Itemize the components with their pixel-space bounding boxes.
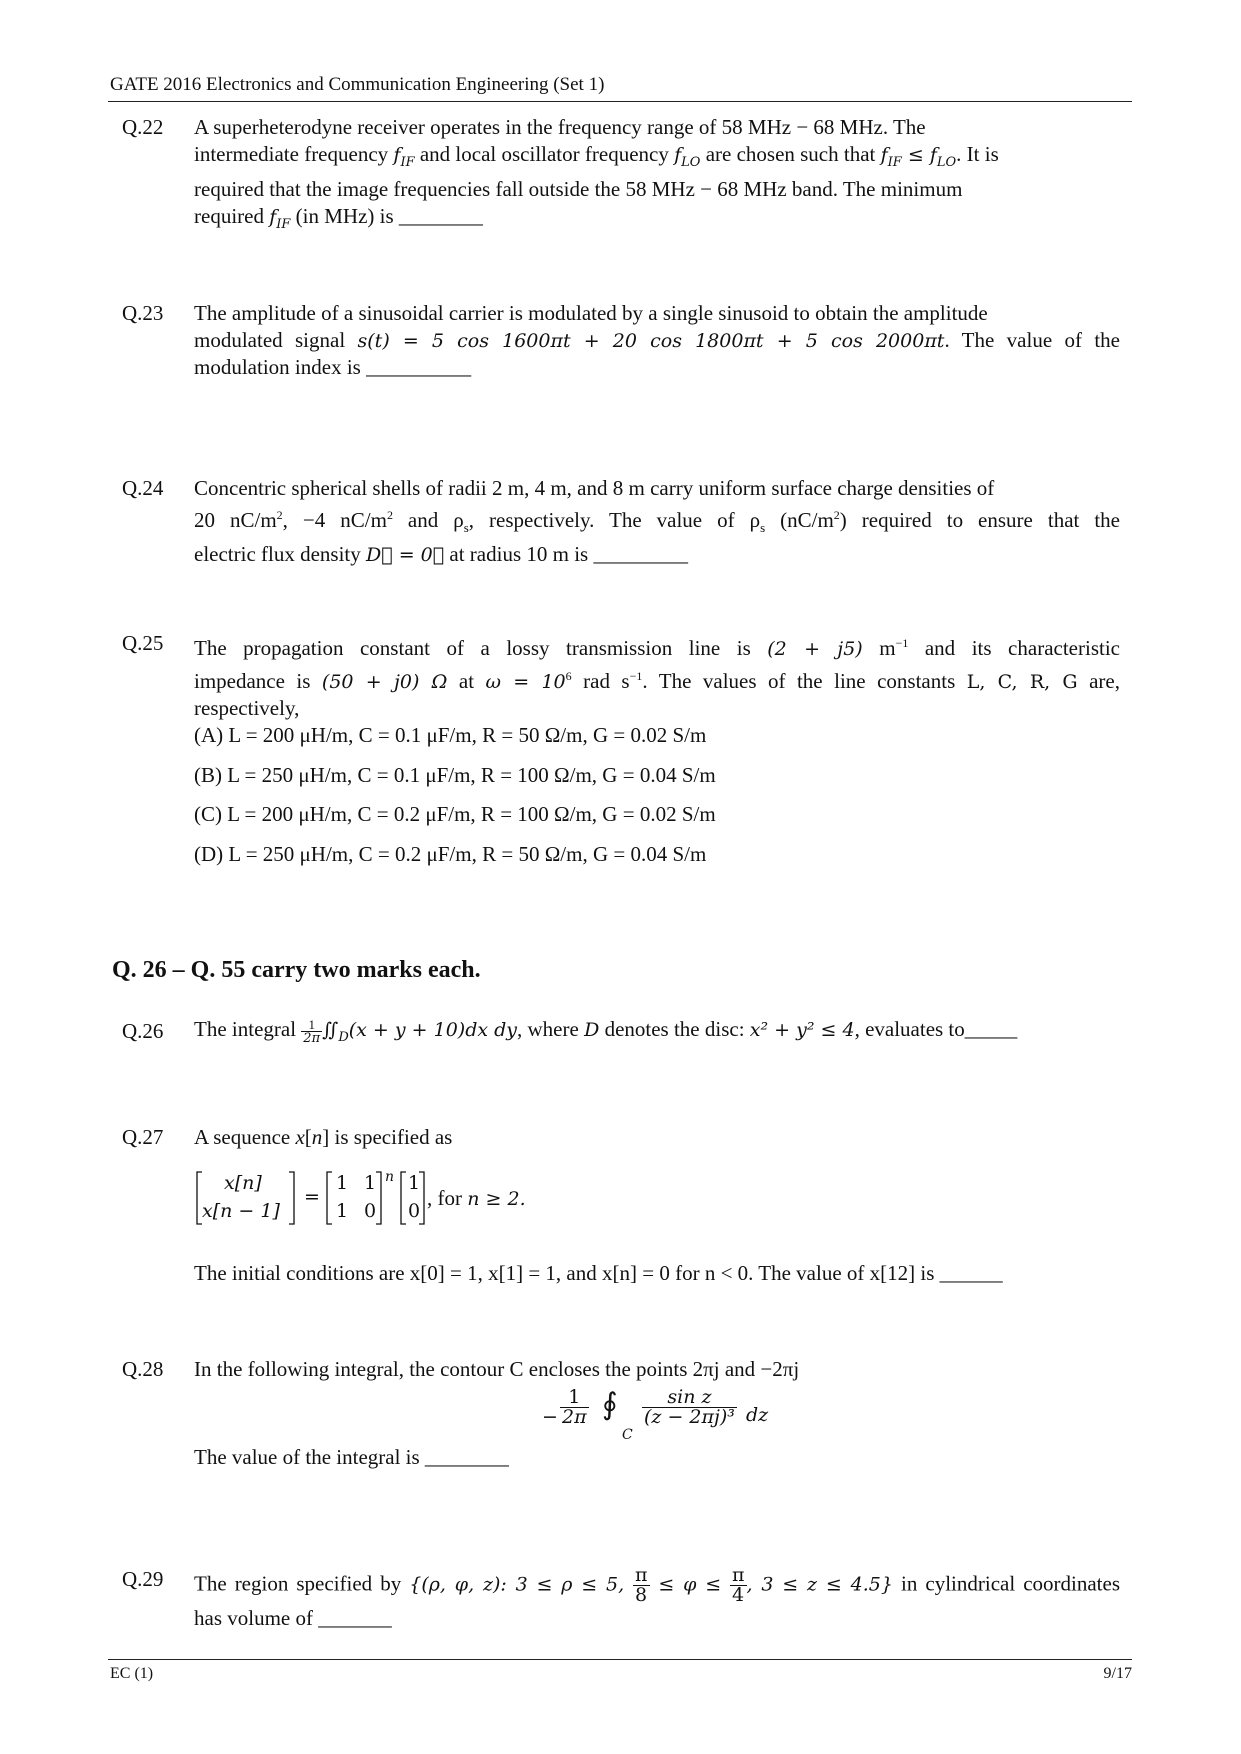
matrix-a12: 1 (364, 1172, 377, 1194)
q27-line3: The initial conditions are x[0] = 1, x[1] = 1, and x[n] = 0 for n < 0. The value of x[12] is ______ (194, 1261, 1003, 1285)
q24-line3: electric flux density D⃗ = 0⃗ at radius 10 m is _________ (194, 542, 688, 567)
matrix-a11: 1 (336, 1172, 349, 1194)
question-number: Q.22 (122, 115, 164, 139)
section-heading: Q. 26 – Q. 55 carry two marks each. (112, 957, 481, 983)
option-d: (D) L = 250 μH/m, C = 0.2 μF/m, R = 50 Ω/m, G = 0.04 S/m (194, 842, 707, 866)
q22-line3: required that the image frequencies fall outside the 58 MHz − 68 MHz band. The minimum (194, 177, 963, 202)
question-number: Q.29 (122, 1567, 164, 1591)
question-number: Q.23 (122, 301, 164, 325)
header-rule (108, 101, 1132, 102)
vector-bottom: x[n − 1] (202, 1200, 280, 1222)
question-body (194, 475, 1120, 569)
q22-line2: intermediate frequency $f_{IF}$ and local oscillator frequency $f_{LO}$ are chosen such that $f_{IF} \le f_{LO}$. It is (194, 141, 999, 170)
page-header: GATE 2016 Electronics and Communication Engineering (Set 1) (110, 74, 605, 95)
equals-sign: = (304, 1186, 320, 1208)
question-number: Q.27 (122, 1125, 164, 1149)
q22-line4: required $f_{IF}$ (in MHz) is ________ (194, 203, 483, 232)
q27-line1: A sequence x[n] is specified as (194, 1125, 453, 1149)
matrix-equation (194, 1168, 694, 1228)
option-c: (C) L = 200 μH/m, C = 0.2 μF/m, R = 100 Ω/m, G = 0.02 S/m (194, 802, 716, 826)
q29-line2: has volume of _______ (194, 1606, 392, 1630)
question-number: Q.24 (122, 476, 164, 500)
q23-line1: The amplitude of a sinusoidal carrier is modulated by a single sinusoid to obtain the amplitude (194, 301, 988, 325)
footer-paper-code: EC (1) (110, 1665, 154, 1682)
q24-line2: 20 $nC/m^2$, −4 $nC/m^2$ and $\rho_s$, respectively. The value of $\rho_s$ $(nC/m^2)$ required to ensure that the (194, 507, 1120, 535)
q29-line1: The region specified by {(ρ, φ, z): 3 ≤ ρ ≤ 5, $\frac{\pi}{8}$ ≤ φ ≤ $\frac{\pi}{4}$ , 3 ≤ z ≤ 4.5} in cylindrical coordinates (194, 1564, 1121, 1606)
q25-line2: impedance is (50 + j0) Ω at $\omega = 10^6$ rad $s^{-1}$. The values of the line constants L, C, R, G are, (194, 668, 1120, 693)
matrix-condition: , for n ≥ 2. (427, 1186, 526, 1210)
q23-line3: modulation index is __________ (194, 355, 472, 379)
q25-line3: respectively, (194, 696, 300, 720)
question-number: Q.26 (122, 1019, 164, 1043)
initial-vector-top: 1 (408, 1172, 421, 1194)
contour-integral (542, 1384, 842, 1444)
question-28 (122, 1356, 1122, 1486)
question-number: Q.25 (122, 631, 164, 655)
q23-line2: modulated signal s(t) = 5 cos 1600πt + 20 cos 1800πt + 5 cos 2000πt. The value of the (194, 327, 1120, 352)
question-body (194, 1566, 1120, 1632)
matrix-a22: 0 (364, 1200, 377, 1222)
q28-line1: In the following integral, the contour C encloses the points 2πj and −2πj (194, 1357, 800, 1381)
question-body (194, 300, 1120, 381)
matrix-power: n (385, 1169, 395, 1185)
question-body (194, 114, 1120, 238)
q28-line3: The value of the integral is ________ (194, 1445, 509, 1469)
integral-minus: − (542, 1406, 558, 1428)
contour-integral-sign: ∮ (602, 1387, 618, 1422)
question-27 (122, 1124, 1122, 1294)
question-number: Q.28 (122, 1357, 164, 1381)
question-body (194, 1356, 1120, 1383)
integral-dz: dz (746, 1404, 769, 1426)
matrix-a21: 1 (336, 1200, 349, 1222)
option-b: (B) L = 250 μH/m, C = 0.1 μF/m, R = 100 Ω/m, G = 0.04 S/m (194, 763, 716, 787)
question-body (194, 1124, 1120, 1151)
footer-rule (108, 1659, 1132, 1660)
footer-page-number: 9/17 (1103, 1665, 1132, 1682)
question-25 (122, 630, 1122, 870)
contour-label: C (622, 1427, 633, 1443)
vector-top: x[n] (224, 1172, 262, 1194)
integrand: $\frac{\text{sin z}}{\text{(z − 2πj)³}}$ (644, 1386, 735, 1428)
q24-line1: Concentric spherical shells of radii 2 m, 4 m, and 8 m carry uniform surface charge densities of (194, 476, 995, 500)
q25-line1: The propagation constant of a lossy transmission line is (2 + j5) $m^{-1}$ and its characteristic (194, 636, 1120, 660)
option-a: (A) L = 200 μH/m, C = 0.1 μF/m, R = 50 Ω/m, G = 0.02 S/m (194, 723, 707, 747)
initial-vector-bottom: 0 (408, 1200, 421, 1222)
question-body (194, 630, 1120, 722)
question-body: The integral $\frac{1}{2\pi}$ $∬_D(x + y + 10)dx$ dy, where D denotes the disc: x² + y² ≤ 4, evaluates to_____ (194, 1016, 1018, 1046)
integral-coefficient: $\frac{1}{2\pi}$ (562, 1386, 587, 1428)
q22-line1: A superheterodyne receiver operates in the frequency range of 58 MHz − 68 MHz. The (194, 115, 926, 139)
